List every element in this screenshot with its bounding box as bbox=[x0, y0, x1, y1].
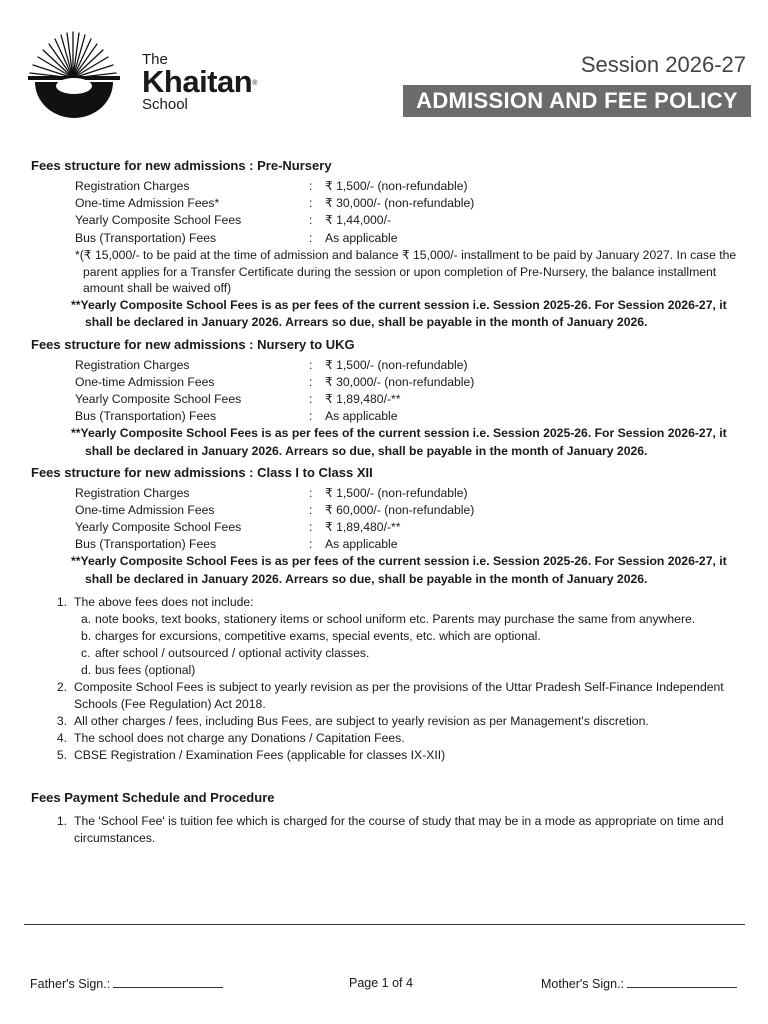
fee-value: ₹ 1,500/- (non-refundable) bbox=[325, 179, 468, 193]
fee-colon: : bbox=[309, 230, 313, 245]
sub-list-text: after school / outsourced / optional activity classes. bbox=[95, 645, 370, 660]
sub-list-text: charges for excursions, competitive exams, special events, etc. which are optional. bbox=[95, 628, 541, 643]
fee-colon: : bbox=[309, 179, 313, 193]
brand-wordmark bbox=[142, 52, 257, 112]
fee-table bbox=[75, 178, 743, 247]
sub-list-letter: c. bbox=[81, 645, 91, 660]
list-number: 3. bbox=[56, 713, 67, 728]
fee-label: Registration Charges bbox=[75, 179, 190, 193]
list-number: 2. bbox=[56, 679, 67, 694]
sub-list-text: note books, text books, stationery items or school uniform etc. Parents may purchase the same from anywhere. bbox=[95, 611, 696, 626]
section-heading: Fees structure for new admissions : Nursery to UKG bbox=[31, 336, 355, 352]
fee-label: One-time Admission Fees bbox=[75, 374, 215, 389]
fee-value: ₹ 30,000/- (non-refundable) bbox=[325, 196, 475, 211]
brand-name: Khaitan® bbox=[142, 64, 257, 99]
list-item bbox=[49, 813, 743, 847]
fee-colon: : bbox=[309, 537, 313, 552]
sub-list-letter: a. bbox=[81, 611, 92, 626]
composite-fee-note: **Yearly Composite School Fees is as per fees of the current session i.e. Session 2025-26. For Session 2026-27, it shall be declared in January 2026. Arrears so due, shall be payable in the month of January 2026. bbox=[71, 298, 727, 330]
fee-row bbox=[75, 212, 743, 229]
payment-list bbox=[49, 813, 743, 847]
fee-colon: : bbox=[309, 520, 313, 535]
list-item bbox=[49, 679, 743, 713]
fee-value: As applicable bbox=[325, 230, 398, 245]
list-text: All other charges / fees, including Bus Fees, are subject to yearly revision as per Management's discretion. bbox=[74, 713, 649, 728]
policy-content bbox=[31, 157, 743, 847]
fee-row bbox=[75, 408, 743, 425]
fee-value: As applicable bbox=[325, 409, 398, 424]
list-item bbox=[49, 730, 743, 747]
fee-table bbox=[75, 357, 743, 426]
fee-row bbox=[75, 391, 743, 408]
footer-divider bbox=[24, 924, 745, 925]
fee-row bbox=[75, 230, 743, 247]
mother-sign-line bbox=[627, 976, 737, 988]
fee-value: ₹ 60,000/- (non-refundable) bbox=[325, 502, 475, 517]
fee-notes-list bbox=[49, 594, 743, 764]
list-text: The 'School Fee' is tuition fee which is charged for the course of study that may be in a mode as appropriate on time and circumstances. bbox=[74, 813, 724, 845]
fee-colon: : bbox=[309, 485, 313, 500]
school-logo bbox=[28, 30, 278, 130]
fee-row bbox=[75, 519, 743, 536]
composite-fee-note: **Yearly Composite School Fees is as per fees of the current session i.e. Session 2025-26. For Session 2026-27, it shall be declared in January 2026. Arrears so due, shall be payable in the month of January 2026. bbox=[71, 426, 727, 458]
section-heading: Fees structure for new admissions : Class I to Class XII bbox=[31, 464, 373, 480]
fee-row bbox=[75, 178, 743, 195]
fee-value: As applicable bbox=[325, 537, 398, 552]
page-title: ADMISSION AND FEE POLICY bbox=[403, 85, 751, 117]
installment-note: *(₹ 15,000/- to be paid at the time of admission and balance ₹ 15,000/- installment to be paid by January 2027. In case the parent applies for a Transfer Certificate during the session or upon completion of Pre-Nursery, the balance installment amount shall be waived off) bbox=[75, 247, 737, 296]
sub-list-item bbox=[81, 662, 743, 679]
fee-colon: : bbox=[309, 409, 313, 424]
sub-list-item bbox=[81, 611, 743, 628]
mother-signature bbox=[541, 976, 737, 991]
father-signature bbox=[30, 976, 223, 991]
section-heading: Fees structure for new admissions : Pre-Nursery bbox=[31, 158, 332, 173]
list-text: The school does not charge any Donations / Capitation Fees. bbox=[74, 730, 405, 745]
mother-sign-label: Mother's Sign.: bbox=[541, 977, 624, 991]
list-number: 5. bbox=[56, 747, 67, 762]
list-text: The above fees does not include: bbox=[74, 594, 254, 609]
list-number: 1. bbox=[56, 594, 67, 609]
composite-fee-note: **Yearly Composite School Fees is as per fees of the current session i.e. Session 2025-26. For Session 2026-27, it shall be declared in January 2026. Arrears so due, shall be payable in the month of January 2026. bbox=[71, 554, 727, 586]
sub-list-text: bus fees (optional) bbox=[95, 662, 196, 677]
fee-value: ₹ 1,500/- (non-refundable) bbox=[325, 485, 468, 500]
fee-table bbox=[75, 485, 743, 554]
sub-list-item bbox=[81, 628, 743, 645]
fee-label: One-time Admission Fees* bbox=[75, 196, 220, 211]
list-item bbox=[49, 747, 743, 764]
session-label: Session 2026-27 bbox=[580, 52, 746, 77]
fee-label: Bus (Transportation) Fees bbox=[75, 537, 217, 552]
fee-label: Yearly Composite School Fees bbox=[75, 391, 242, 406]
fee-value: ₹ 1,44,000/- bbox=[325, 213, 392, 228]
fee-section-nursery-ukg bbox=[31, 336, 743, 460]
fee-label: Registration Charges bbox=[75, 485, 190, 500]
fee-label: Bus (Transportation) Fees bbox=[75, 409, 217, 424]
father-sign-line bbox=[113, 976, 223, 988]
brand-school: School bbox=[142, 96, 188, 113]
fee-colon: : bbox=[309, 374, 313, 389]
fee-label: Registration Charges bbox=[75, 357, 190, 372]
sub-list-letter: d. bbox=[81, 662, 92, 677]
fee-label: Bus (Transportation) Fees bbox=[75, 230, 217, 245]
list-number: 4. bbox=[56, 730, 67, 745]
registered-mark: ® bbox=[252, 80, 257, 87]
list-text: Composite School Fees is subject to yearly revision as per the provisions of the Uttar Pradesh Self-Finance Independent Schools (Fee Regulation) Act 2018. bbox=[74, 679, 724, 711]
fee-row bbox=[75, 374, 743, 391]
fee-row bbox=[75, 485, 743, 502]
fee-value: ₹ 1,89,480/-** bbox=[325, 391, 401, 406]
fee-colon: : bbox=[309, 391, 313, 406]
list-text: CBSE Registration / Examination Fees (applicable for classes IX-XII) bbox=[74, 747, 446, 762]
fee-label: Yearly Composite School Fees bbox=[75, 520, 242, 535]
list-item bbox=[49, 594, 743, 611]
fee-value: ₹ 1,89,480/-** bbox=[325, 520, 401, 535]
page-number: Page 1 of 4 bbox=[349, 976, 413, 990]
fee-row bbox=[75, 195, 743, 212]
fee-colon: : bbox=[309, 357, 313, 372]
fee-value: ₹ 1,500/- (non-refundable) bbox=[325, 357, 468, 372]
list-number: 1. bbox=[56, 813, 67, 828]
fee-colon: : bbox=[309, 213, 313, 228]
brand-the: The bbox=[142, 51, 168, 68]
fee-value: ₹ 30,000/- (non-refundable) bbox=[325, 374, 475, 389]
sunburst-logo-icon bbox=[28, 30, 126, 122]
fee-colon: : bbox=[309, 196, 313, 211]
sub-list-item bbox=[81, 645, 743, 662]
fee-label: One-time Admission Fees bbox=[75, 502, 215, 517]
fee-section-class-i-xii bbox=[31, 464, 743, 588]
sub-list-letter: b. bbox=[81, 628, 92, 643]
list-item bbox=[49, 713, 743, 730]
fee-row bbox=[75, 357, 743, 374]
fee-colon: : bbox=[309, 502, 313, 517]
fee-label: Yearly Composite School Fees bbox=[75, 213, 242, 228]
father-sign-label: Father's Sign.: bbox=[30, 977, 111, 991]
fee-row bbox=[75, 536, 743, 553]
payment-heading: Fees Payment Schedule and Procedure bbox=[31, 789, 275, 805]
fee-section-pre-nursery bbox=[31, 157, 743, 332]
fee-row bbox=[75, 502, 743, 519]
